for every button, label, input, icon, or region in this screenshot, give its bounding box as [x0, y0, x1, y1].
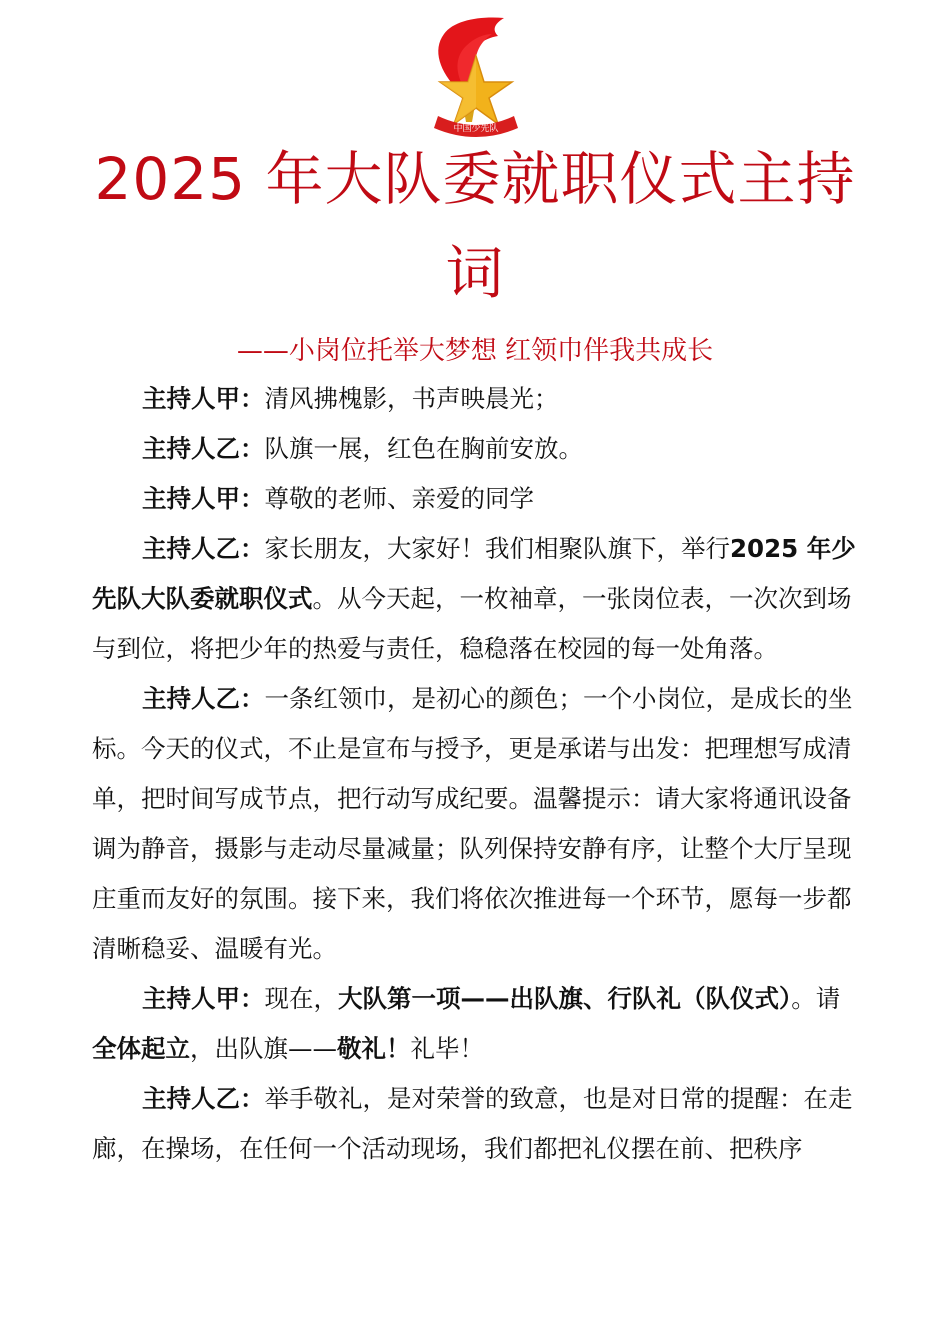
speaker-label: 主持人甲： — [142, 984, 265, 1013]
paragraph-text: 一条红领巾，是初心的颜色；一个小岗位，是成长的坐标。今天的仪式，不止是宣布与授予，更是承诺与出发：把理想写成清单，把时间写成节点，把行动写成纪要。温馨提示：请大家将通讯设备调为静音，摄影与走动尽量减量；队列保持安静有序，让整个大厅呈现庄重而友好的氛围。接下来，我们将依次推进每一个环节，愿每一步都清晰稳妥、温暖有光。 — [92, 684, 853, 963]
paragraph-text: 。从今天起，一枚袖章，一张岗位表，一次次到场与到位，将把少年的热爱与责任，稳稳落在校园的每一处角落。 — [92, 584, 852, 663]
emphasized-text: 大队第一项——出队旗、行队礼（队仪式） — [338, 984, 792, 1013]
emblem-ribbon-text: 中国少先队 — [453, 124, 499, 134]
paragraph-text: 举手敬礼，是对荣誉的致意，也是对日常的提醒：在走廊，在操场，在任何一个活动现场，我们都把礼仪摆在前、把秩序 — [92, 1084, 853, 1163]
script-paragraph — [92, 474, 864, 524]
paragraph-text: 。请 — [791, 984, 841, 1013]
script-paragraph — [92, 424, 864, 474]
paragraph-text: 礼毕！ — [410, 1034, 484, 1063]
speaker-label: 主持人甲： — [142, 484, 265, 513]
script-paragraph — [92, 674, 864, 974]
emphasized-text: 2025 年少先队大队委就职仪式 — [92, 534, 856, 613]
paragraph-text: 清风拂槐影，书声映晨光； — [264, 384, 559, 413]
speaker-label: 主持人乙： — [142, 684, 265, 713]
script-paragraph — [92, 974, 864, 1074]
speaker-label: 主持人乙： — [142, 534, 265, 563]
paragraph-text: 队旗一展，红色在胸前安放。 — [264, 434, 583, 463]
speaker-label: 主持人乙： — [142, 1084, 265, 1113]
speaker-label: 主持人乙： — [142, 434, 265, 463]
document-title-line-2: 词 — [445, 239, 505, 307]
emphasized-text: 全体起立 — [92, 1034, 190, 1063]
young-pioneers-emblem-icon — [418, 12, 534, 144]
document-title-line-1: 2025 年大队委就职仪式主持 — [94, 145, 856, 213]
paragraph-text: 尊敬的老师、亲爱的同学 — [264, 484, 534, 513]
paragraph-text: 现在， — [264, 984, 338, 1013]
document-subtitle: ——小岗位托举大梦想 红领巾伴我共成长 — [236, 336, 714, 366]
paragraph-text: 家长朋友，大家好！我们相聚队旗下，举行 — [264, 534, 730, 563]
speaker-label: 主持人甲： — [142, 384, 265, 413]
emphasized-text: 敬礼！ — [337, 1034, 411, 1063]
script-paragraph — [92, 524, 864, 674]
paragraph-text: ，出队旗—— — [190, 1034, 337, 1063]
script-paragraph — [92, 374, 864, 424]
script-body — [92, 374, 864, 1174]
script-paragraph — [92, 1074, 864, 1174]
